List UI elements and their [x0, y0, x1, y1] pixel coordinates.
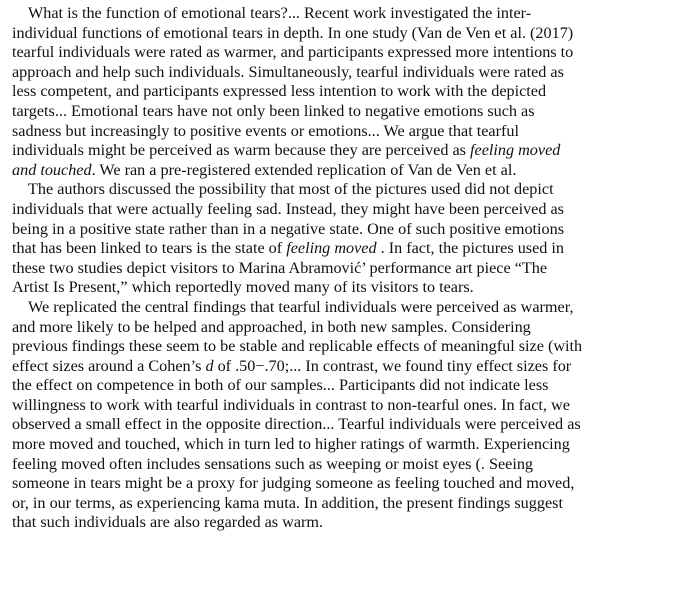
text-line: [12, 4, 678, 24]
text-span: that has been linked to tears is the state of: [12, 239, 287, 258]
text-span: the effect on competence in both of our samples... Participants did not indicate less: [12, 376, 549, 395]
text-line: [12, 415, 678, 435]
text-line: [12, 513, 678, 533]
text-span: . We ran a pre-registered extended replication of Van de Ven et al.: [91, 160, 517, 179]
text-line: [12, 396, 678, 416]
text-line: [12, 180, 678, 200]
text-span: or, in our terms, as experiencing kama muta. In addition, the present findings suggest: [12, 493, 563, 512]
text-line: [12, 63, 678, 83]
text-line: [12, 122, 678, 142]
text-span: individuals that were actually feeling sad. Instead, they might have been perceived as: [12, 199, 564, 218]
text-span: someone in tears might be a proxy for judging someone as feeling touched and moved,: [12, 474, 575, 493]
text-line: [12, 337, 678, 357]
italic-text: feeling moved: [286, 239, 377, 258]
text-line: [12, 298, 678, 318]
text-line: [12, 220, 678, 240]
italic-text: feeling moved: [470, 141, 561, 160]
text-line: [12, 200, 678, 220]
text-line: [12, 24, 678, 44]
text-line: [12, 376, 678, 396]
text-span: approach and help such individuals. Simultaneously, tearful individuals were rated as: [12, 62, 564, 81]
text-span: targets... Emotional tears have not only been linked to negative emotions such as: [12, 101, 535, 120]
text-line: [12, 141, 678, 161]
text-line: [12, 239, 678, 259]
text-line: [12, 455, 678, 475]
text-span: more moved and touched, which in turn led to higher ratings of warmth. Experiencing: [12, 435, 570, 454]
text-span: . In fact, the pictures used in: [376, 239, 565, 258]
italic-text: d: [205, 356, 214, 375]
text-span: willingness to work with tearful individuals in contrast to non-tearful ones. In fact, we: [12, 395, 570, 414]
text-line: [12, 161, 678, 181]
text-line: [12, 474, 678, 494]
document-body: [12, 4, 678, 533]
text-span: What is the function of emotional tears?... Recent work investigated the inter-: [28, 4, 532, 22]
text-line: [12, 43, 678, 63]
text-span: We replicated the central findings that tearful individuals were perceived as warmer,: [28, 297, 574, 316]
text-line: [12, 259, 678, 279]
text-span: tearful individuals were rated as warmer, and participants expressed more intentions to: [12, 43, 574, 62]
text-span: these two studies depict visitors to Marina Abramović’ performance art piece “The: [12, 258, 548, 277]
text-span: individual functions of emotional tears in depth. In one study (Van de Ven et al. (2017): [12, 23, 574, 42]
text-span: observed a small effect in the opposite direction... Tearful individuals were perceived as: [12, 415, 581, 434]
text-line: [12, 82, 678, 102]
text-span: of .50−.70;... In contrast, we found tiny effect sizes for: [213, 356, 572, 375]
text-span: individuals might be perceived as warm because they are perceived as: [12, 141, 471, 160]
text-line: [12, 102, 678, 122]
text-span: being in a positive state rather than in a negative state. One of such positive emotions: [12, 219, 565, 238]
text-line: [12, 435, 678, 455]
text-span: previous findings these seem to be stable and replicable effects of meaningful size (with: [12, 337, 583, 356]
text-span: feeling moved often includes sensations such as weeping or moist eyes (. Seeing: [12, 454, 534, 473]
text-span: and more likely to be helped and approached, in both new samples. Considering: [12, 317, 531, 336]
text-span: less competent, and participants expressed less intention to work with the depicted: [12, 82, 547, 101]
italic-text: and touched: [12, 160, 92, 179]
text-span: sadness but increasingly to positive events or emotions... We argue that tearful: [12, 121, 519, 140]
text-span: Artist Is Present,” which reportedly moved many of its visitors to tears.: [12, 278, 474, 297]
text-span: The authors discussed the possibility that most of the pictures used did not depict: [28, 180, 554, 199]
text-span: effect sizes around a Cohen’s: [12, 356, 206, 375]
text-span: that such individuals are also regarded as warm.: [12, 513, 324, 532]
text-line: [12, 318, 678, 338]
text-line: [12, 278, 678, 298]
text-line: [12, 494, 678, 514]
text-line: [12, 357, 678, 377]
